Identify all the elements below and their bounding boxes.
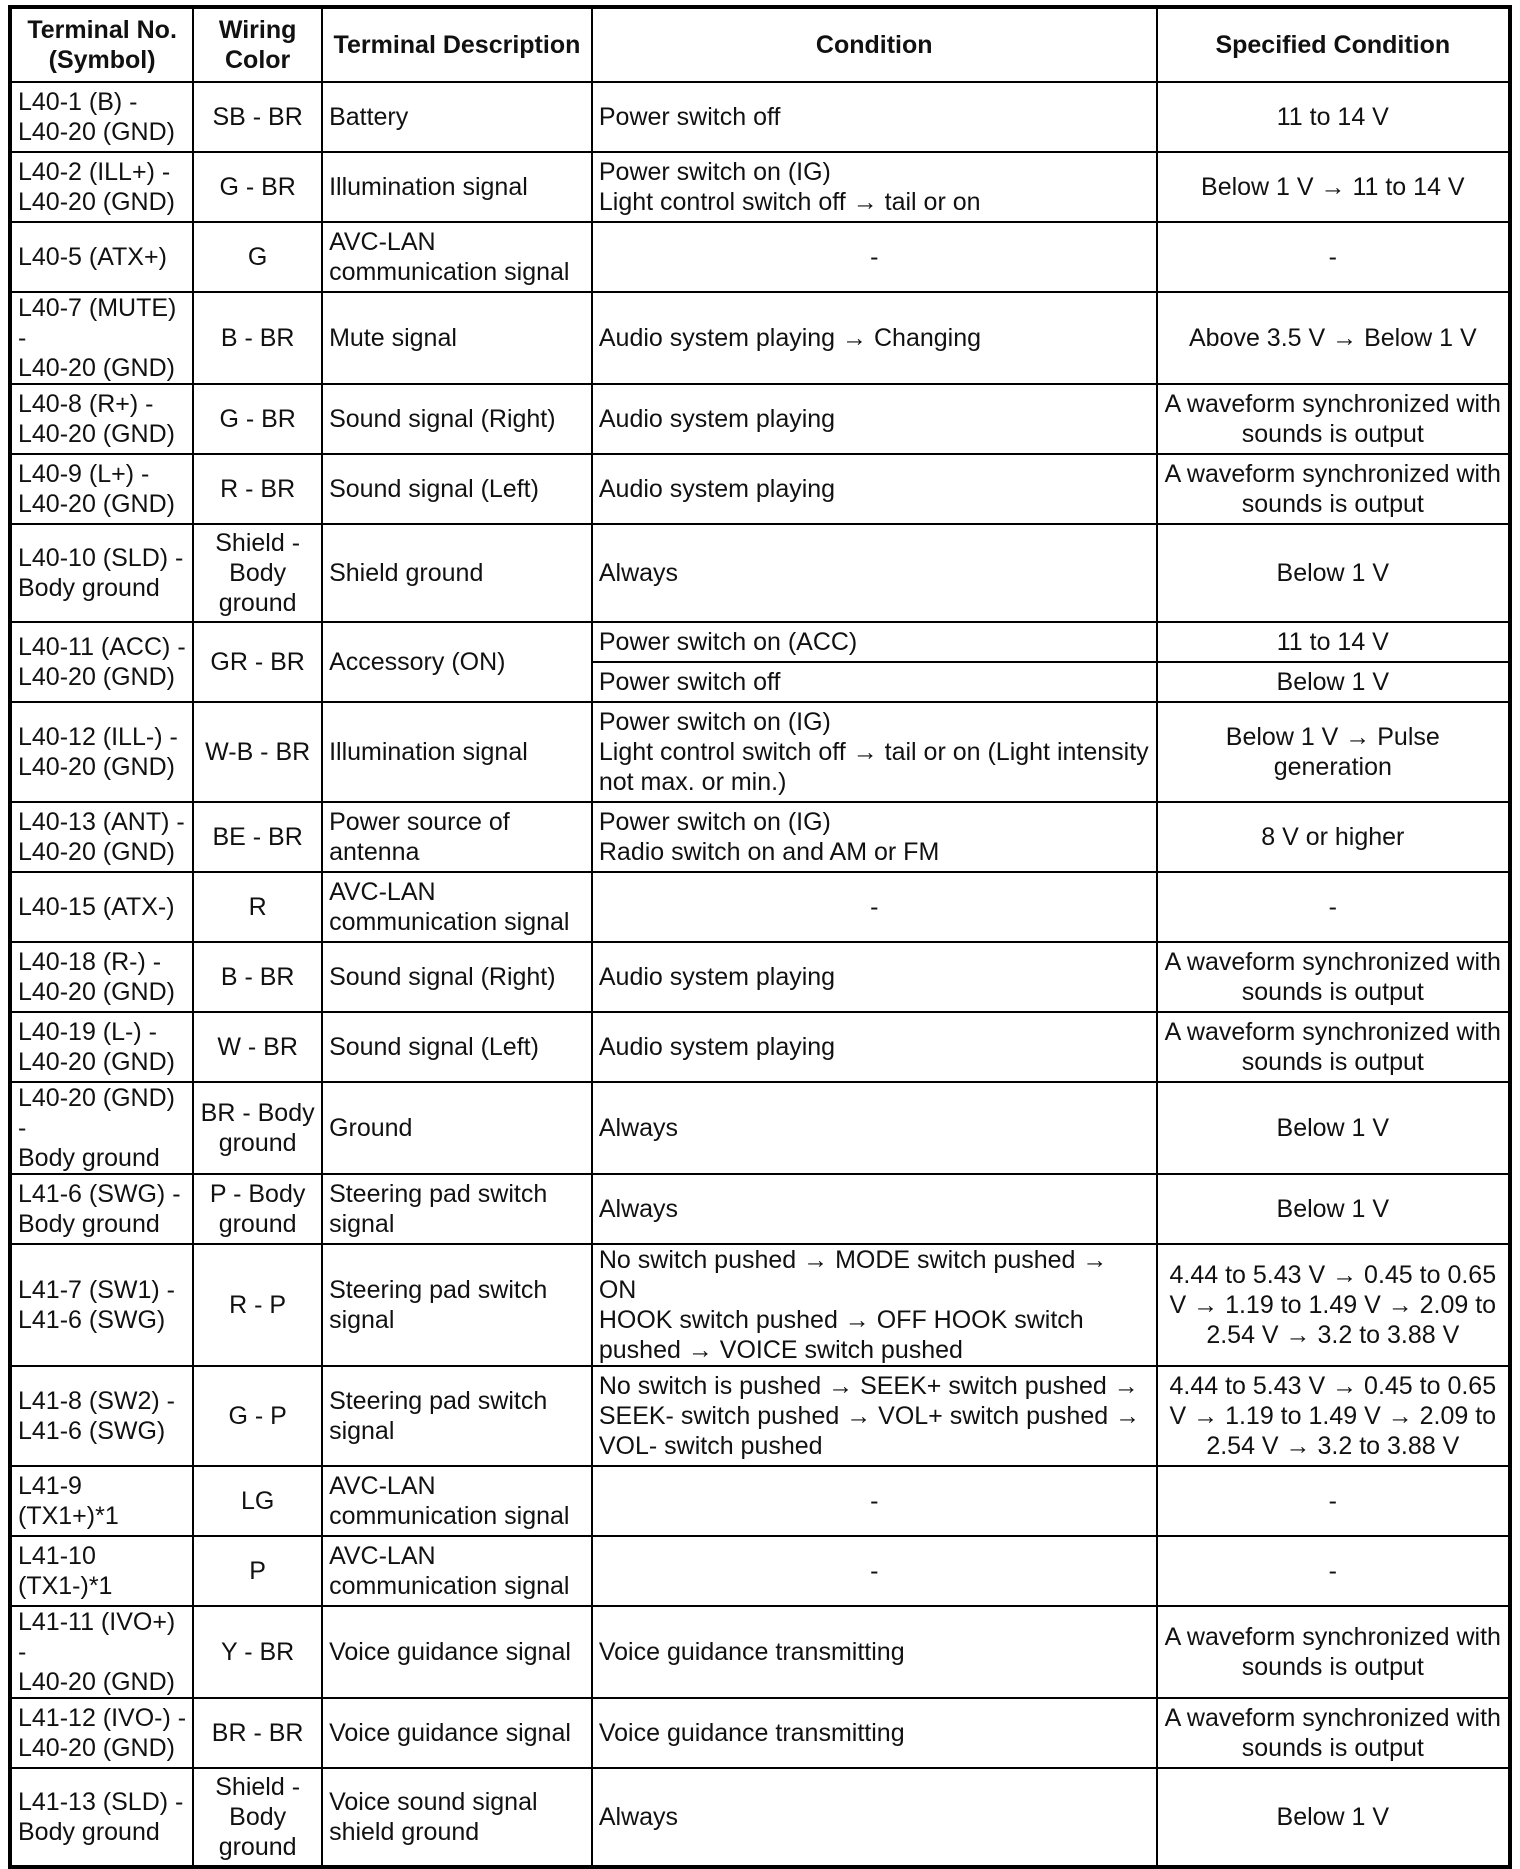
condition-cell: Always — [592, 524, 1157, 622]
table-row — [10, 1174, 1510, 1244]
description-cell: Shield ground — [322, 524, 592, 622]
table-row — [10, 454, 1510, 524]
wiring-cell: B - BR — [193, 292, 322, 384]
terminal-cell: L40-11 (ACC) - L40-20 (GND) — [10, 622, 193, 702]
header-row — [10, 7, 1510, 82]
specified-cell: - — [1157, 222, 1510, 292]
description-cell: Steering pad switch signal — [322, 1244, 592, 1366]
description-cell: Illumination signal — [322, 702, 592, 802]
wiring-cell: R - BR — [193, 454, 322, 524]
wiring-cell: W - BR — [193, 1012, 322, 1082]
description-cell: AVC-LAN communication signal — [322, 222, 592, 292]
wiring-cell: R — [193, 872, 322, 942]
description-cell: Sound signal (Right) — [322, 384, 592, 454]
description-cell: Steering pad switch signal — [322, 1366, 592, 1466]
table-row — [10, 1012, 1510, 1082]
terminal-cell: L40-19 (L-) - L40-20 (GND) — [10, 1012, 193, 1082]
table-row — [10, 802, 1510, 872]
terminal-cell: L40-18 (R-) - L40-20 (GND) — [10, 942, 193, 1012]
condition-cell: Always — [592, 1174, 1157, 1244]
terminal-cell: L41-6 (SWG) - Body ground — [10, 1174, 193, 1244]
specified-cell: A waveform synchronized with sounds is output — [1157, 1698, 1510, 1768]
specified-cell: - — [1157, 1466, 1510, 1536]
wiring-cell: G - P — [193, 1366, 322, 1466]
terminal-cell: L41-13 (SLD) - Body ground — [10, 1768, 193, 1867]
table-row — [10, 1366, 1510, 1466]
terminal-cell: L40-7 (MUTE) - L40-20 (GND) — [10, 292, 193, 384]
table-row — [10, 152, 1510, 222]
table-row — [10, 1536, 1510, 1606]
description-cell: AVC-LAN communication signal — [322, 1536, 592, 1606]
terminal-cell: L40-5 (ATX+) — [10, 222, 193, 292]
table-row — [10, 222, 1510, 292]
wiring-cell: GR - BR — [193, 622, 322, 702]
description-cell: AVC-LAN communication signal — [322, 872, 592, 942]
header-terminal-description: Terminal Description — [322, 7, 592, 82]
condition-cell: Always — [592, 1768, 1157, 1867]
terminal-cell: L40-12 (ILL-) - L40-20 (GND) — [10, 702, 193, 802]
wiring-cell: BR - Body ground — [193, 1082, 322, 1174]
description-cell: Ground — [322, 1082, 592, 1174]
terminal-cell: L41-7 (SW1) - L41-6 (SWG) — [10, 1244, 193, 1366]
table-row — [10, 702, 1510, 802]
specified-cell: 4.44 to 5.43 V → 0.45 to 0.65 V → 1.19 to 1.49 V → 2.09 to 2.54 V → 3.2 to 3.88 V — [1157, 1244, 1510, 1366]
condition-cell: Audio system playing → Changing — [592, 292, 1157, 384]
table-row — [10, 1466, 1510, 1536]
condition-cell: Power switch off — [592, 662, 1157, 702]
wiring-cell: G — [193, 222, 322, 292]
terminal-cell: L41-8 (SW2) - L41-6 (SWG) — [10, 1366, 193, 1466]
header-wiring-color: Wiring Color — [193, 7, 322, 82]
description-cell: Power source of antenna — [322, 802, 592, 872]
table-row — [10, 622, 1510, 662]
specified-cell: A waveform synchronized with sounds is output — [1157, 942, 1510, 1012]
wiring-cell: P — [193, 1536, 322, 1606]
description-cell: AVC-LAN communication signal — [322, 1466, 592, 1536]
table-row — [10, 1698, 1510, 1768]
condition-cell: - — [592, 1466, 1157, 1536]
terminal-table — [8, 5, 1512, 1869]
specified-cell: Below 1 V → Pulse generation — [1157, 702, 1510, 802]
terminal-cell: L40-13 (ANT) - L40-20 (GND) — [10, 802, 193, 872]
wiring-cell: W-B - BR — [193, 702, 322, 802]
specified-cell: Below 1 V — [1157, 1082, 1510, 1174]
condition-cell: Power switch on (IG) Radio switch on and AM or FM — [592, 802, 1157, 872]
terminal-cell: L40-8 (R+) - L40-20 (GND) — [10, 384, 193, 454]
description-cell: Voice sound signal shield ground — [322, 1768, 592, 1867]
wiring-cell: SB - BR — [193, 82, 322, 152]
table-row — [10, 942, 1510, 1012]
description-cell: Sound signal (Right) — [322, 942, 592, 1012]
condition-cell: Power switch on (IG) Light control switch off → tail or on (Light intensity not max. or min.) — [592, 702, 1157, 802]
condition-cell: - — [592, 222, 1157, 292]
condition-cell: Audio system playing — [592, 942, 1157, 1012]
table-row — [10, 1244, 1510, 1366]
table-row — [10, 872, 1510, 942]
table-row — [10, 1606, 1510, 1698]
table-row — [10, 524, 1510, 622]
condition-cell: Audio system playing — [592, 384, 1157, 454]
terminal-cell: L41-11 (IVO+) - L40-20 (GND) — [10, 1606, 193, 1698]
specified-cell: Below 1 V — [1157, 524, 1510, 622]
condition-cell: No switch pushed → MODE switch pushed → ON HOOK switch pushed → OFF HOOK switch pushed → VOICE switch pushed — [592, 1244, 1157, 1366]
wiring-cell: Y - BR — [193, 1606, 322, 1698]
specified-cell: Below 1 V → 11 to 14 V — [1157, 152, 1510, 222]
condition-cell: Power switch on (ACC) — [592, 622, 1157, 662]
specified-cell: - — [1157, 872, 1510, 942]
description-cell: Voice guidance signal — [322, 1606, 592, 1698]
wiring-cell: BE - BR — [193, 802, 322, 872]
specified-cell: A waveform synchronized with sounds is output — [1157, 1012, 1510, 1082]
specified-cell: 4.44 to 5.43 V → 0.45 to 0.65 V → 1.19 to 1.49 V → 2.09 to 2.54 V → 3.2 to 3.88 V — [1157, 1366, 1510, 1466]
table-row — [10, 292, 1510, 384]
header-condition: Condition — [592, 7, 1157, 82]
wiring-cell: G - BR — [193, 384, 322, 454]
specified-cell: Below 1 V — [1157, 1768, 1510, 1867]
table-row — [10, 384, 1510, 454]
terminal-cell: L41-10 (TX1-)*1 — [10, 1536, 193, 1606]
condition-cell: No switch is pushed → SEEK+ switch pushed → SEEK- switch pushed → VOL+ switch pushed → VOL- switch pushed — [592, 1366, 1157, 1466]
condition-cell: Power switch off — [592, 82, 1157, 152]
wiring-cell: R - P — [193, 1244, 322, 1366]
condition-cell: - — [592, 872, 1157, 942]
wiring-cell: G - BR — [193, 152, 322, 222]
terminal-cell: L40-10 (SLD) - Body ground — [10, 524, 193, 622]
condition-cell: Voice guidance transmitting — [592, 1606, 1157, 1698]
specified-cell: 8 V or higher — [1157, 802, 1510, 872]
wiring-cell: Shield - Body ground — [193, 1768, 322, 1867]
description-cell: Sound signal (Left) — [322, 1012, 592, 1082]
description-cell: Battery — [322, 82, 592, 152]
description-cell: Mute signal — [322, 292, 592, 384]
specified-cell: Below 1 V — [1157, 662, 1510, 702]
wiring-cell: B - BR — [193, 942, 322, 1012]
condition-cell: Audio system playing — [592, 454, 1157, 524]
condition-cell: Audio system playing — [592, 1012, 1157, 1082]
table-row — [10, 1768, 1510, 1867]
condition-cell: - — [592, 1536, 1157, 1606]
specified-cell: A waveform synchronized with sounds is output — [1157, 1606, 1510, 1698]
specified-cell: A waveform synchronized with sounds is output — [1157, 384, 1510, 454]
table-row — [10, 82, 1510, 152]
description-cell: Accessory (ON) — [322, 622, 592, 702]
terminal-cell: L41-12 (IVO-) - L40-20 (GND) — [10, 1698, 193, 1768]
wiring-cell: LG — [193, 1466, 322, 1536]
description-cell: Illumination signal — [322, 152, 592, 222]
wiring-cell: P - Body ground — [193, 1174, 322, 1244]
header-terminal: Terminal No. (Symbol) — [10, 7, 193, 82]
description-cell: Sound signal (Left) — [322, 454, 592, 524]
wiring-cell: BR - BR — [193, 1698, 322, 1768]
condition-cell: Power switch on (IG) Light control switch off → tail or on — [592, 152, 1157, 222]
table-row — [10, 1082, 1510, 1174]
terminal-cell: L40-9 (L+) - L40-20 (GND) — [10, 454, 193, 524]
specified-cell: Below 1 V — [1157, 1174, 1510, 1244]
specified-cell: - — [1157, 1536, 1510, 1606]
specified-cell: 11 to 14 V — [1157, 622, 1510, 662]
specified-cell: A waveform synchronized with sounds is output — [1157, 454, 1510, 524]
specified-cell: Above 3.5 V → Below 1 V — [1157, 292, 1510, 384]
specified-cell: 11 to 14 V — [1157, 82, 1510, 152]
condition-cell: Always — [592, 1082, 1157, 1174]
condition-cell: Voice guidance transmitting — [592, 1698, 1157, 1768]
terminal-cell: L41-9 (TX1+)*1 — [10, 1466, 193, 1536]
description-cell: Steering pad switch signal — [322, 1174, 592, 1244]
terminal-cell: L40-15 (ATX-) — [10, 872, 193, 942]
header-specified-condition: Specified Condition — [1157, 7, 1510, 82]
description-cell: Voice guidance signal — [322, 1698, 592, 1768]
wiring-cell: Shield - Body ground — [193, 524, 322, 622]
terminal-cell: L40-20 (GND) - Body ground — [10, 1082, 193, 1174]
terminal-cell: L40-1 (B) - L40-20 (GND) — [10, 82, 193, 152]
terminal-cell: L40-2 (ILL+) - L40-20 (GND) — [10, 152, 193, 222]
